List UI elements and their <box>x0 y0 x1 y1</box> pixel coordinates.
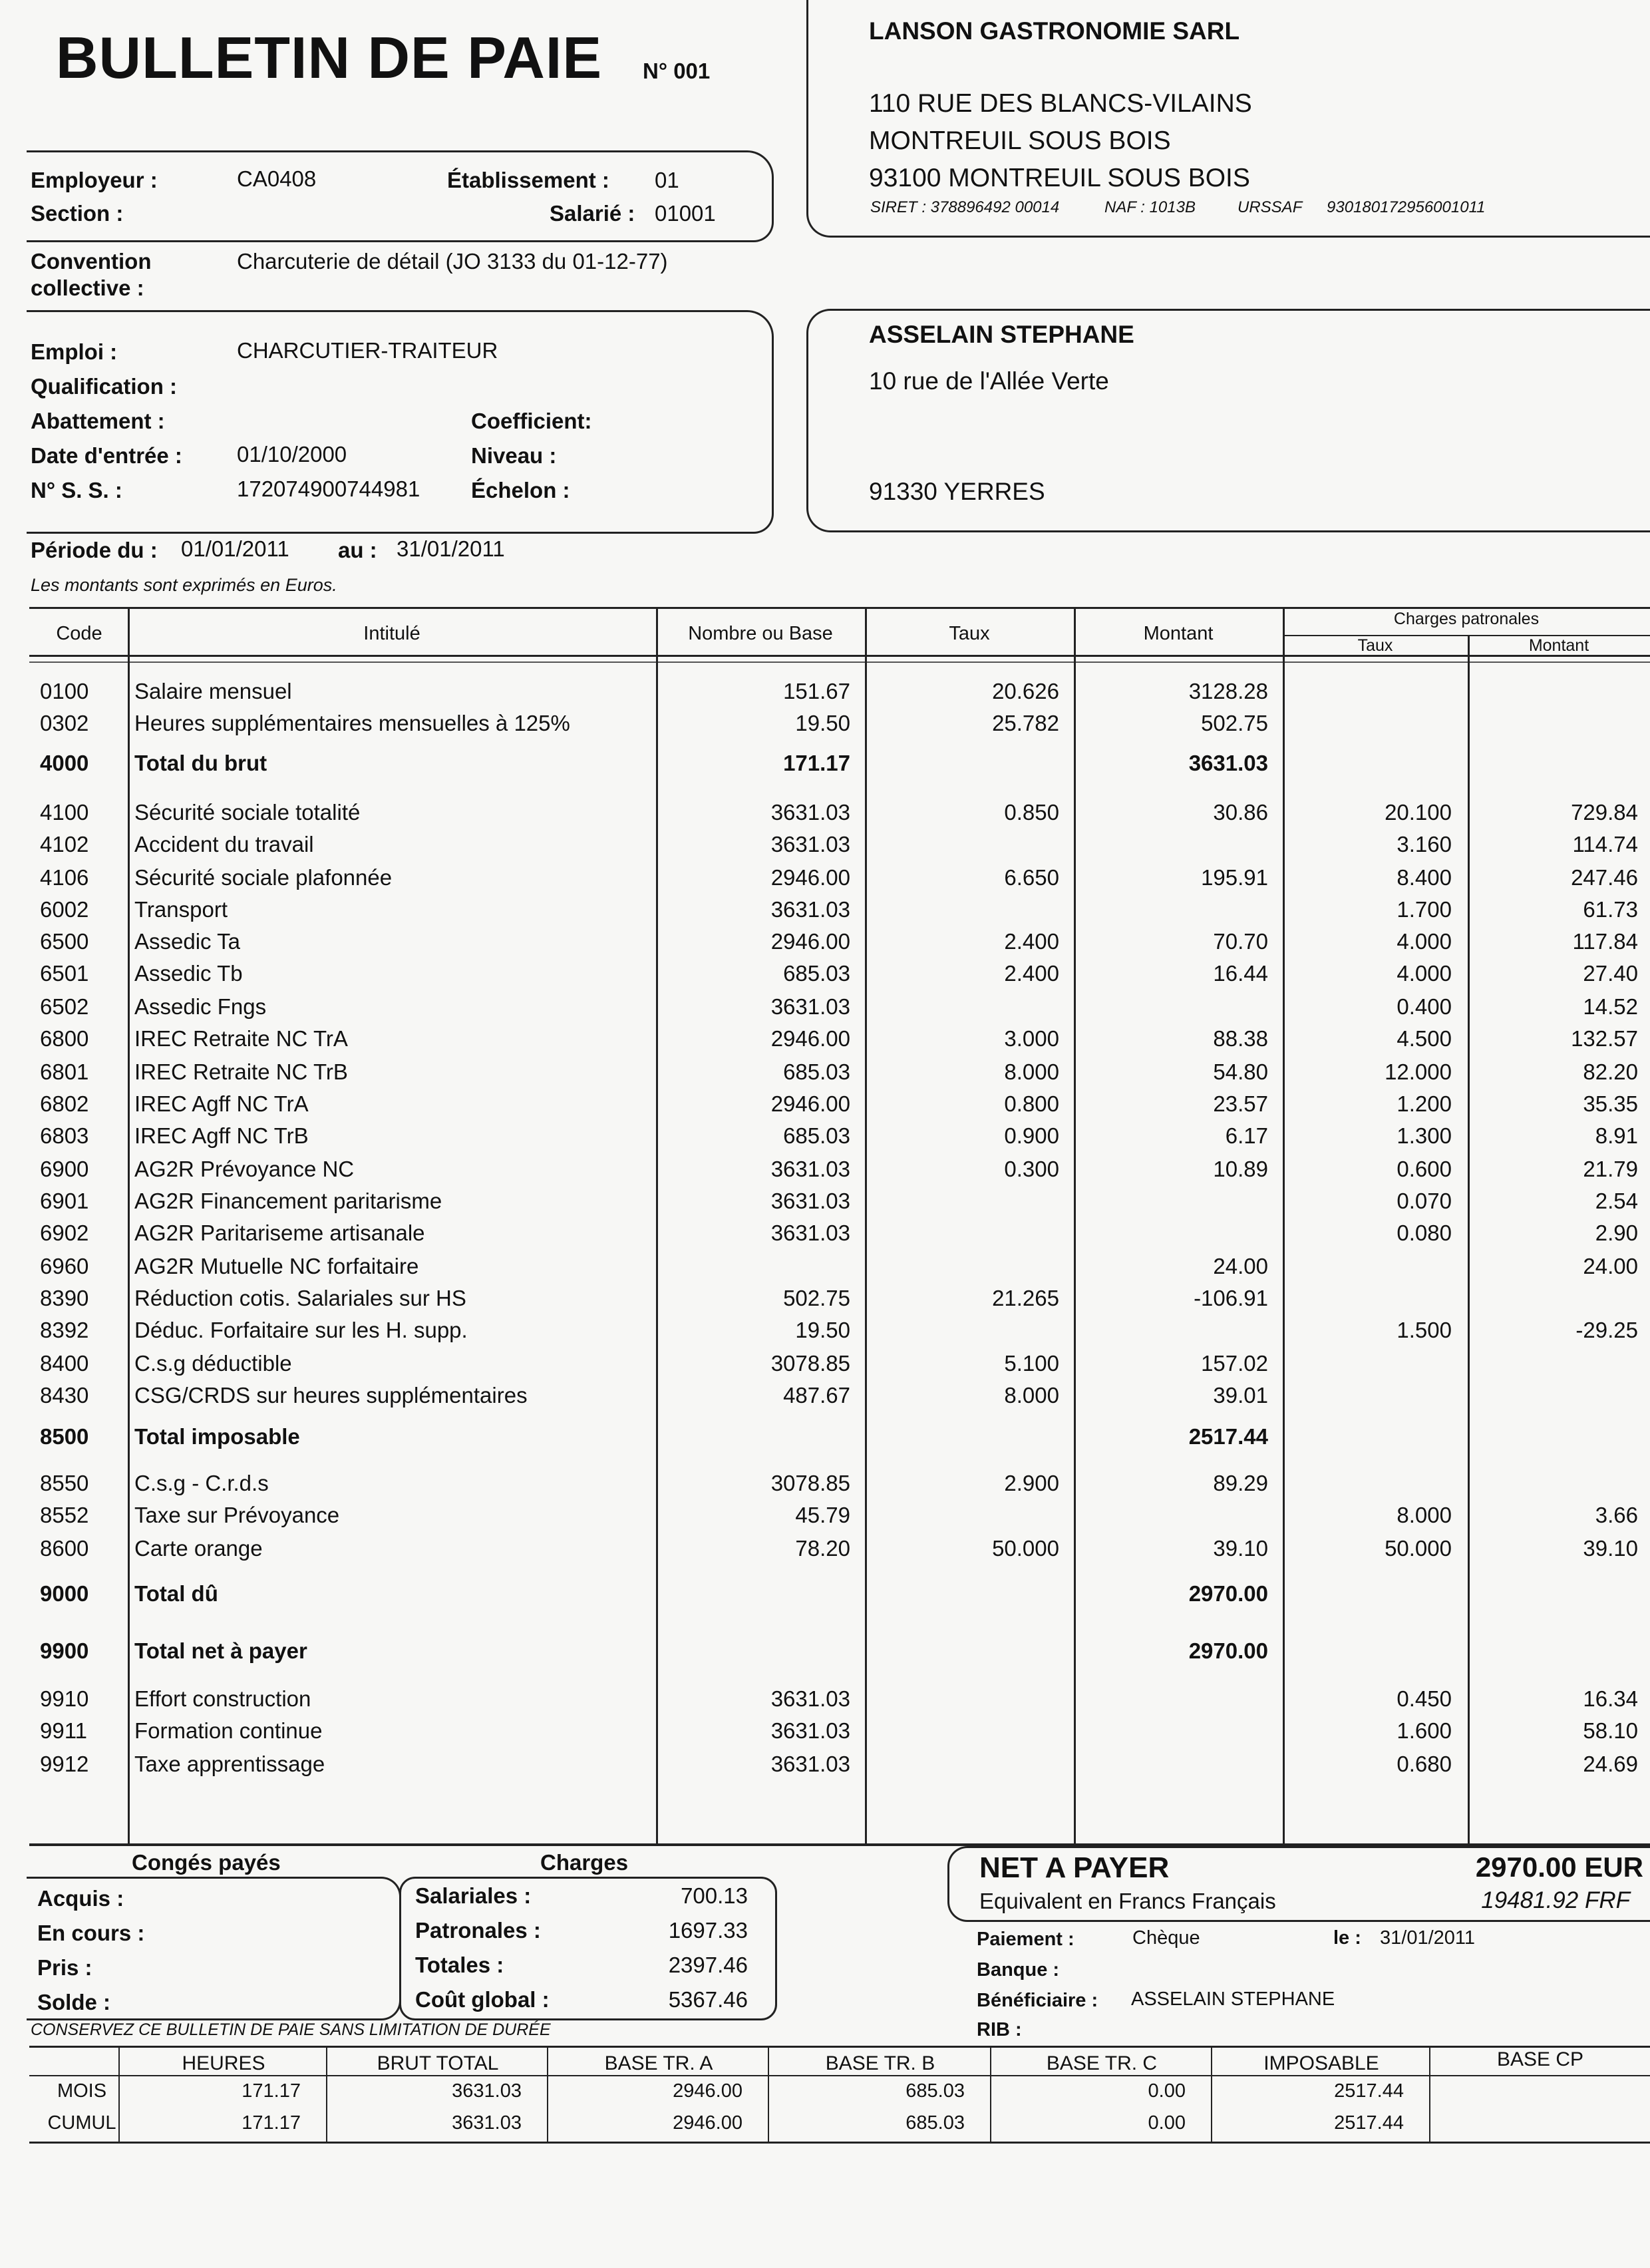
table-cell-code: 9910 <box>40 1686 89 1711</box>
summary-header: IMPOSABLE <box>1263 2052 1379 2074</box>
table-cell-label: Salaire mensuel <box>134 679 292 703</box>
header-montant: Montant <box>1143 623 1214 644</box>
document-title: BULLETIN DE PAIE <box>56 25 603 91</box>
table-cell-code: 8390 <box>40 1286 89 1310</box>
table-cell-base: 3631.03 <box>770 1718 850 1743</box>
table-cell-pmontant: 61.73 <box>1583 897 1638 922</box>
table-cell-code: 4100 <box>40 800 89 825</box>
table-cell-taux: 50.000 <box>992 1536 1059 1561</box>
summary-cell: 2946.00 <box>673 2112 742 2134</box>
table-cell-montant: 39.10 <box>1213 1536 1268 1561</box>
table-cell-code: 6803 <box>40 1123 89 1148</box>
table-cell-ptaux: 0.400 <box>1397 994 1452 1019</box>
table-cell-ptaux: 1.200 <box>1397 1091 1452 1116</box>
summary-row-label: CUMUL <box>47 2112 116 2134</box>
niveau-label: Niveau : <box>471 443 557 468</box>
table-cell-label: Formation continue <box>134 1718 323 1743</box>
table-cell-ptaux: 0.680 <box>1397 1752 1452 1776</box>
table-cell-montant: 30.86 <box>1213 800 1268 825</box>
table-cell-code: 6500 <box>40 929 89 954</box>
table-cell-code: 6002 <box>40 897 89 922</box>
table-cell-taux: 2.900 <box>1004 1471 1059 1495</box>
period-to-label: au : <box>338 538 377 562</box>
company-urssaf-label: URSSAF <box>1238 198 1303 216</box>
table-cell-montant: 54.80 <box>1213 1059 1268 1084</box>
table-cell-montant: 89.29 <box>1213 1471 1268 1495</box>
nss-value: 172074900744981 <box>237 476 420 501</box>
table-cell-montant: 6.17 <box>1225 1123 1268 1148</box>
header-code: Code <box>56 623 102 644</box>
table-cell-base: 45.79 <box>795 1503 850 1527</box>
table-cell-label: AG2R Prévoyance NC <box>134 1157 355 1181</box>
table-cell-taux: 3.000 <box>1004 1026 1059 1051</box>
table-cell-pmontant: 2.90 <box>1595 1221 1638 1245</box>
table-cell-code: 6501 <box>40 961 89 986</box>
table-cell-ptaux: 0.600 <box>1397 1157 1452 1181</box>
table-cell-base: 685.03 <box>783 1059 850 1084</box>
table-cell-label: Réduction cotis. Salariales sur HS <box>134 1286 466 1310</box>
table-cell-ptaux: 4.500 <box>1397 1026 1452 1051</box>
table-cell-label: Total net à payer <box>134 1638 307 1663</box>
table-cell-label: Assedic Tb <box>134 961 243 986</box>
net-value: 2970.00 EUR <box>1475 1851 1643 1883</box>
rib-label: RIB : <box>977 2019 1022 2040</box>
employee-address-1: 10 rue de l'Allée Verte <box>869 367 1109 395</box>
table-cell-code: 6901 <box>40 1189 89 1213</box>
table-cell-label: Accident du travail <box>134 832 314 856</box>
table-cell-pmontant: 24.69 <box>1583 1752 1638 1776</box>
table-cell-label: Effort construction <box>134 1686 311 1711</box>
summary-cell: 0.00 <box>1148 2080 1186 2102</box>
header-taux: Taux <box>949 623 990 644</box>
banque-label: Banque : <box>977 1959 1060 1981</box>
employer-box <box>27 150 774 242</box>
charges-patronales-label: Patronales : <box>415 1918 541 1943</box>
period-to-value: 31/01/2011 <box>397 536 505 561</box>
document-number: N° 001 <box>643 59 711 83</box>
company-address-1: 110 RUE DES BLANCS-VILAINS <box>869 89 1252 118</box>
table-cell-ptaux: 0.080 <box>1397 1221 1452 1245</box>
table-cell-code: 8392 <box>40 1318 89 1342</box>
table-cell-taux: 0.850 <box>1004 800 1059 825</box>
table-cell-label: Déduc. Forfaitaire sur les H. supp. <box>134 1318 468 1342</box>
header-intitule: Intitulé <box>363 623 420 644</box>
table-cell-montant: 88.38 <box>1213 1026 1268 1051</box>
header-charges-taux: Taux <box>1357 636 1393 655</box>
conges-en-cours: En cours : <box>37 1921 145 1945</box>
table-cell-base: 487.67 <box>783 1383 850 1408</box>
table-cell-pmontant: 8.91 <box>1595 1123 1638 1148</box>
paiement-value: Chèque <box>1132 1927 1200 1949</box>
header-charges-patronales: Charges patronales <box>1393 610 1540 628</box>
charges-title: Charges <box>540 1850 629 1875</box>
summary-header: HEURES <box>182 2052 265 2074</box>
table-cell-pmontant: 3.66 <box>1595 1503 1638 1527</box>
table-cell-base: 685.03 <box>783 1123 850 1148</box>
table-cell-montant: 10.89 <box>1213 1157 1268 1181</box>
section-label: Section : <box>31 201 124 226</box>
table-cell-code: 6502 <box>40 994 89 1019</box>
table-cell-montant: 2517.44 <box>1188 1424 1268 1449</box>
company-siret: SIRET : 378896492 00014 <box>870 198 1060 216</box>
table-cell-base: 171.17 <box>783 751 850 775</box>
company-urssaf-value: 930180172956001011 <box>1327 198 1486 216</box>
table-cell-code: 9900 <box>40 1638 89 1663</box>
table-cell-montant: -106.91 <box>1194 1286 1268 1310</box>
table-cell-taux: 5.100 <box>1004 1351 1059 1376</box>
table-cell-montant: 24.00 <box>1213 1254 1268 1278</box>
table-cell-montant: 2970.00 <box>1188 1581 1268 1606</box>
table-cell-ptaux: 1.700 <box>1397 897 1452 922</box>
table-cell-base: 2946.00 <box>770 865 850 890</box>
table-cell-taux: 8.000 <box>1004 1059 1059 1084</box>
table-cell-ptaux: 1.300 <box>1397 1123 1452 1148</box>
table-cell-ptaux: 50.000 <box>1385 1536 1452 1561</box>
beneficiaire-label: Bénéficiaire : <box>977 1990 1098 2011</box>
table-cell-code: 8500 <box>40 1424 89 1449</box>
table-cell-label: IREC Retraite NC TrA <box>134 1026 348 1051</box>
paiement-label: Paiement : <box>977 1929 1074 1950</box>
table-cell-pmontant: 132.57 <box>1571 1026 1638 1051</box>
table-cell-base: 3631.03 <box>770 800 850 825</box>
table-cell-code: 6802 <box>40 1091 89 1116</box>
table-cell-label: Sécurité sociale totalité <box>134 800 361 825</box>
table-cell-pmontant: 39.10 <box>1583 1536 1638 1561</box>
table-cell-ptaux: 0.450 <box>1397 1686 1452 1711</box>
table-cell-pmontant: 2.54 <box>1595 1189 1638 1213</box>
summary-cell: 3631.03 <box>452 2080 522 2102</box>
table-cell-label: IREC Retraite NC TrB <box>134 1059 348 1084</box>
summary-cell: 685.03 <box>906 2112 965 2134</box>
convention-label-1: Convention <box>31 249 152 274</box>
table-cell-label: Assedic Ta <box>134 929 240 954</box>
table-cell-ptaux: 12.000 <box>1385 1059 1452 1084</box>
date-entree-value: 01/10/2000 <box>237 442 347 467</box>
table-cell-taux: 0.900 <box>1004 1123 1059 1148</box>
period-from-label: Période du : <box>31 538 158 562</box>
table-cell-base: 3631.03 <box>770 1157 850 1181</box>
table-cell-label: Assedic Fngs <box>134 994 267 1019</box>
table-cell-montant: 195.91 <box>1201 865 1268 890</box>
period-from-value: 01/01/2011 <box>181 536 289 561</box>
summary-cell: 171.17 <box>242 2112 301 2134</box>
salarie-label: Salarié : <box>550 201 635 226</box>
table-cell-taux: 20.626 <box>992 679 1059 703</box>
table-cell-base: 3631.03 <box>770 1752 850 1776</box>
nss-label: N° S. S. : <box>31 478 122 502</box>
coefficient-label: Coefficient: <box>471 409 592 433</box>
table-cell-label: Transport <box>134 897 228 922</box>
table-cell-ptaux: 3.160 <box>1397 832 1452 856</box>
table-cell-label: C.s.g déductible <box>134 1351 292 1376</box>
table-cell-label: Total imposable <box>134 1424 300 1449</box>
table-cell-pmontant: 16.34 <box>1583 1686 1638 1711</box>
table-cell-base: 3078.85 <box>770 1351 850 1376</box>
charges-salariales-label: Salariales : <box>415 1883 532 1908</box>
charges-patronales-value: 1697.33 <box>668 1918 748 1943</box>
conges-pris: Pris : <box>37 1955 92 1980</box>
table-cell-code: 6800 <box>40 1026 89 1051</box>
convention-value: Charcuterie de détail (JO 3133 du 01-12-77) <box>237 249 668 274</box>
table-cell-code: 6801 <box>40 1059 89 1084</box>
header-charges-montant: Montant <box>1528 636 1589 655</box>
table-cell-montant: 157.02 <box>1201 1351 1268 1376</box>
table-cell-base: 2946.00 <box>770 929 850 954</box>
summary-cell: 685.03 <box>906 2080 965 2102</box>
company-address-3: 93100 MONTREUIL SOUS BOIS <box>869 164 1250 192</box>
table-cell-taux: 8.000 <box>1004 1383 1059 1408</box>
table-cell-ptaux: 4.000 <box>1397 961 1452 986</box>
table-cell-label: Total du brut <box>134 751 267 775</box>
employee-name: ASSELAIN STEPHANE <box>869 321 1134 348</box>
table-cell-base: 78.20 <box>795 1536 850 1561</box>
table-cell-pmontant: 35.35 <box>1583 1091 1638 1116</box>
conges-solde: Solde : <box>37 1990 111 2014</box>
table-cell-pmontant: 58.10 <box>1583 1718 1638 1743</box>
abattement-label: Abattement : <box>31 409 165 433</box>
company-address-2: MONTREUIL SOUS BOIS <box>869 126 1171 155</box>
summary-cell: 3631.03 <box>452 2112 522 2134</box>
emploi-label: Emploi : <box>31 339 118 364</box>
table-cell-base: 2946.00 <box>770 1026 850 1051</box>
table-cell-base: 3631.03 <box>770 1686 850 1711</box>
table-cell-base: 502.75 <box>783 1286 850 1310</box>
charges-totales-label: Totales : <box>415 1953 504 1977</box>
table-cell-base: 2946.00 <box>770 1091 850 1116</box>
table-cell-montant: 70.70 <box>1213 929 1268 954</box>
table-cell-taux: 0.300 <box>1004 1157 1059 1181</box>
table-cell-montant: 502.75 <box>1201 711 1268 735</box>
table-cell-code: 0302 <box>40 711 89 735</box>
table-cell-pmontant: 14.52 <box>1583 994 1638 1019</box>
table-cell-label: Sécurité sociale plafonnée <box>134 865 393 890</box>
table-cell-label: Taxe sur Prévoyance <box>134 1503 340 1527</box>
table-cell-ptaux: 8.000 <box>1397 1503 1452 1527</box>
table-cell-label: Heures supplémentaires mensuelles à 125% <box>134 711 570 735</box>
table-cell-code: 9912 <box>40 1752 89 1776</box>
net-francs-value: 19481.92 FRF <box>1481 1887 1630 1913</box>
le-label: le : <box>1333 1927 1361 1949</box>
echelon-label: Échelon : <box>471 478 570 502</box>
beneficiaire-value: ASSELAIN STEPHANE <box>1131 1988 1335 2010</box>
period-note: Les montants sont exprimés en Euros. <box>31 575 337 595</box>
table-cell-base: 151.67 <box>783 679 850 703</box>
table-cell-montant: 39.01 <box>1213 1383 1268 1408</box>
summary-header: BASE TR. A <box>604 2052 713 2074</box>
table-cell-code: 4102 <box>40 832 89 856</box>
table-cell-code: 4000 <box>40 751 89 775</box>
summary-cell: 2517.44 <box>1334 2112 1404 2134</box>
table-cell-pmontant: 114.74 <box>1572 832 1638 856</box>
table-cell-label: IREC Agff NC TrA <box>134 1091 309 1116</box>
qualification-label: Qualification : <box>31 374 178 399</box>
table-cell-label: Carte orange <box>134 1536 263 1561</box>
table-cell-base: 3631.03 <box>770 897 850 922</box>
table-cell-code: 6900 <box>40 1157 89 1181</box>
charges-cout-value: 5367.46 <box>668 1987 748 2012</box>
table-cell-label: IREC Agff NC TrB <box>134 1123 309 1148</box>
table-cell-code: 6960 <box>40 1254 89 1278</box>
table-cell-base: 685.03 <box>783 961 850 986</box>
table-cell-label: CSG/CRDS sur heures supplémentaires <box>134 1383 528 1408</box>
table-cell-taux: 0.800 <box>1004 1091 1059 1116</box>
employeur-value: CA0408 <box>237 166 317 191</box>
table-cell-montant: 3128.28 <box>1188 679 1268 703</box>
table-cell-base: 19.50 <box>795 1318 850 1342</box>
table-cell-ptaux: 1.500 <box>1397 1318 1452 1342</box>
table-cell-base: 3631.03 <box>770 1189 850 1213</box>
charges-totales-value: 2397.46 <box>668 1953 748 1977</box>
table-cell-montant: 16.44 <box>1213 961 1268 986</box>
convention-label-2: collective : <box>31 276 144 300</box>
summary-header: BRUT TOTAL <box>377 2052 499 2074</box>
table-cell-code: 8600 <box>40 1536 89 1561</box>
table-cell-taux: 2.400 <box>1004 961 1059 986</box>
employee-address-2: 91330 YERRES <box>869 478 1045 505</box>
table-cell-pmontant: 729.84 <box>1571 800 1638 825</box>
table-cell-label: AG2R Financement paritarisme <box>134 1189 442 1213</box>
table-cell-base: 3631.03 <box>770 994 850 1019</box>
conges-acquis: Acquis : <box>37 1886 124 1911</box>
table-cell-pmontant: 117.84 <box>1572 929 1638 954</box>
table-cell-montant: 2970.00 <box>1188 1638 1268 1663</box>
table-cell-taux: 25.782 <box>992 711 1059 735</box>
summary-cell: 0.00 <box>1148 2112 1186 2134</box>
table-cell-pmontant: 27.40 <box>1583 961 1638 986</box>
charges-salariales-value: 700.13 <box>681 1883 748 1908</box>
table-cell-ptaux: 0.070 <box>1397 1189 1452 1213</box>
employeur-label: Employeur : <box>31 168 158 192</box>
table-cell-taux: 2.400 <box>1004 929 1059 954</box>
table-cell-taux: 6.650 <box>1004 865 1059 890</box>
table-cell-ptaux: 1.600 <box>1397 1718 1452 1743</box>
company-name: LANSON GASTRONOMIE SARL <box>869 17 1240 45</box>
table-cell-ptaux: 20.100 <box>1385 800 1452 825</box>
summary-cell: 171.17 <box>242 2080 301 2102</box>
table-cell-label: Total dû <box>134 1581 218 1606</box>
summary-cell: 2946.00 <box>673 2080 742 2102</box>
salarie-value: 01001 <box>655 201 716 226</box>
summary-header: BASE TR. C <box>1046 2052 1158 2074</box>
table-cell-code: 4106 <box>40 865 89 890</box>
table-cell-base: 19.50 <box>795 711 850 735</box>
summary-header: BASE CP <box>1496 2048 1584 2070</box>
table-cell-pmontant: 247.46 <box>1571 865 1638 890</box>
net-francs-label: Equivalent en Francs Français <box>979 1889 1276 1913</box>
le-value: 31/01/2011 <box>1380 1927 1475 1949</box>
table-cell-code: 8552 <box>40 1503 89 1527</box>
table-cell-code: 8550 <box>40 1471 89 1495</box>
company-naf: NAF : 1013B <box>1104 198 1196 216</box>
table-cell-code: 8430 <box>40 1383 89 1408</box>
table-cell-code: 8400 <box>40 1351 89 1376</box>
table-cell-label: AG2R Paritariseme artisanale <box>134 1221 425 1245</box>
table-cell-base: 3631.03 <box>770 1221 850 1245</box>
table-cell-pmontant: 82.20 <box>1583 1059 1638 1084</box>
table-cell-pmontant: 24.00 <box>1583 1254 1638 1278</box>
table-cell-base: 3078.85 <box>770 1471 850 1495</box>
table-cell-montant: 23.57 <box>1213 1091 1268 1116</box>
summary-row-label: MOIS <box>57 2080 107 2102</box>
table-cell-code: 0100 <box>40 679 89 703</box>
summary-cell: 2517.44 <box>1334 2080 1404 2102</box>
table-cell-montant: 3631.03 <box>1188 751 1268 775</box>
etablissement-label: Établissement : <box>447 168 609 192</box>
summary-header: BASE TR. B <box>825 2052 935 2074</box>
table-cell-code: 6902 <box>40 1221 89 1245</box>
table-cell-base: 3631.03 <box>770 832 850 856</box>
etablissement-value: 01 <box>655 168 679 192</box>
table-cell-code: 9000 <box>40 1581 89 1606</box>
date-entree-label: Date d'entrée : <box>31 443 182 468</box>
emploi-value: CHARCUTIER-TRAITEUR <box>237 338 498 363</box>
table-cell-code: 9911 <box>40 1718 87 1743</box>
table-cell-label: C.s.g - C.r.d.s <box>134 1471 269 1495</box>
conserve-note: CONSERVEZ CE BULLETIN DE PAIE SANS LIMITATION DE DURÉE <box>31 2020 551 2039</box>
table-cell-label: Taxe apprentissage <box>134 1752 325 1776</box>
table-cell-ptaux: 4.000 <box>1397 929 1452 954</box>
conges-title: Congés payés <box>132 1850 281 1875</box>
header-base: Nombre ou Base <box>688 623 833 644</box>
charges-cout-label: Coût global : <box>415 1987 550 2012</box>
table-cell-pmontant: -29.25 <box>1575 1318 1638 1342</box>
table-cell-label: AG2R Mutuelle NC forfaitaire <box>134 1254 419 1278</box>
net-label: NET A PAYER <box>979 1851 1170 1884</box>
table-cell-taux: 21.265 <box>992 1286 1059 1310</box>
table-cell-ptaux: 8.400 <box>1397 865 1452 890</box>
table-cell-pmontant: 21.79 <box>1583 1157 1638 1181</box>
